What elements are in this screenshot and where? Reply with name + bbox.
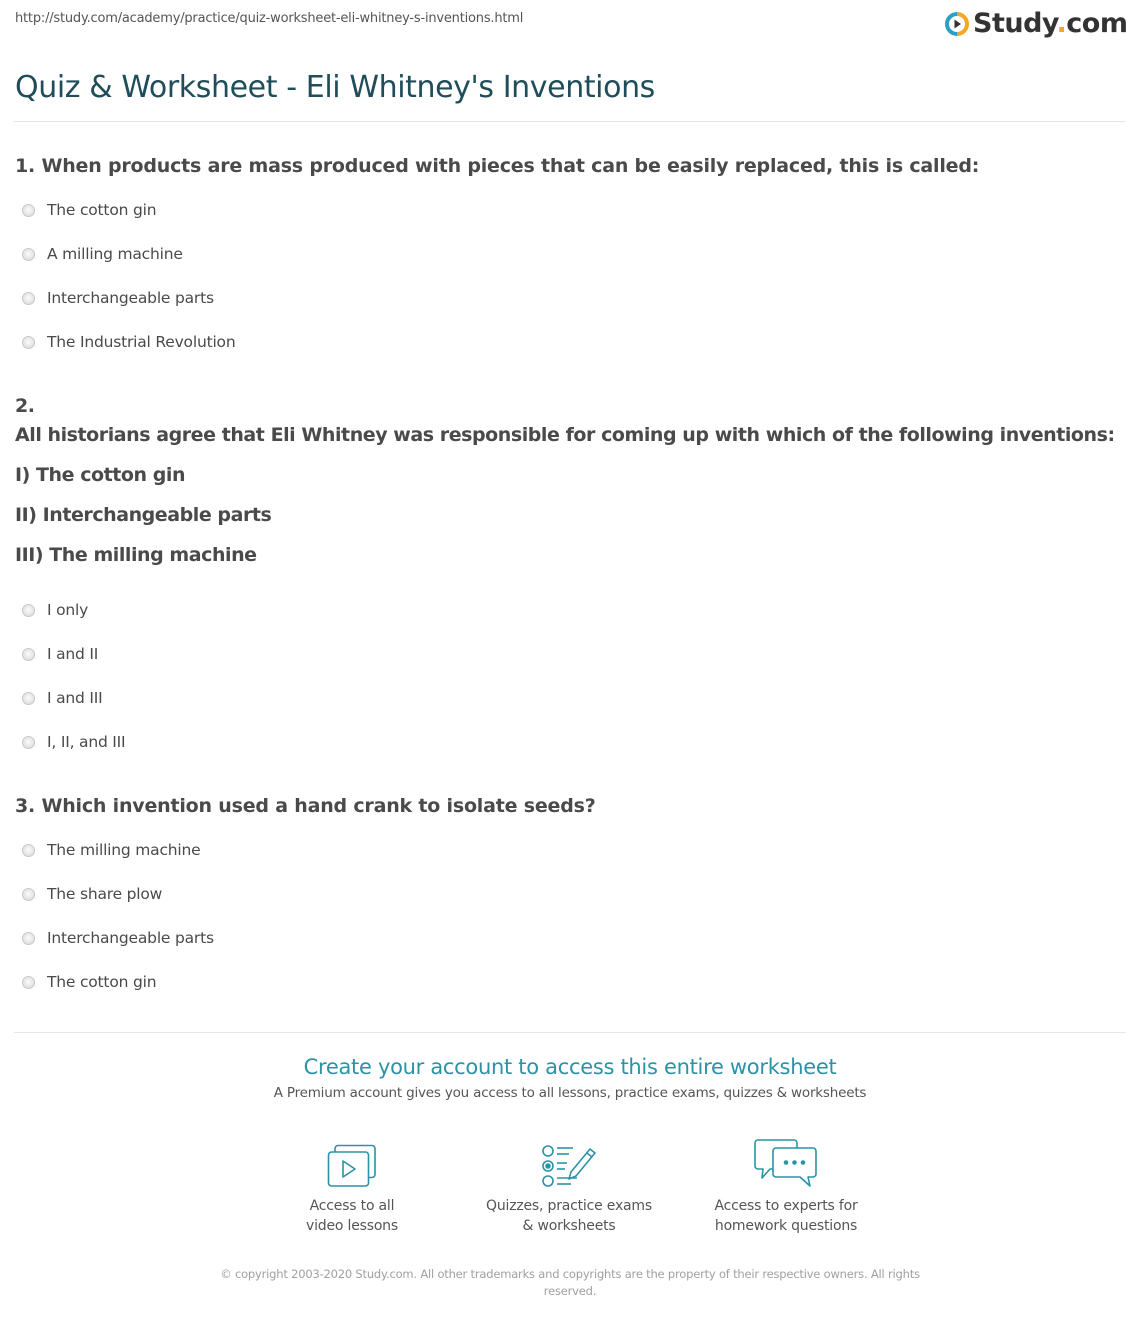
question-1-title: 1. When products are mass produced with pieces that can be easily replaced, this is called: bbox=[15, 155, 980, 177]
question-2-option[interactable] bbox=[22, 643, 98, 665]
page-url: http://study.com/academy/practice/quiz-worksheet-eli-whitney-s-inventions.html bbox=[15, 11, 524, 26]
option-label: Interchangeable parts bbox=[47, 289, 214, 307]
question-2-statement: II) Interchangeable parts bbox=[15, 504, 272, 526]
question-3-option[interactable] bbox=[22, 839, 200, 861]
question-1-option[interactable] bbox=[22, 243, 183, 265]
quiz-checklist-icon bbox=[541, 1144, 597, 1188]
option-label: The cotton gin bbox=[47, 201, 157, 219]
question-2-option[interactable] bbox=[22, 687, 103, 709]
radio-button[interactable] bbox=[22, 204, 35, 217]
option-label: The share plow bbox=[47, 885, 163, 903]
radio-button[interactable] bbox=[22, 976, 35, 989]
question-2-number: 2. bbox=[15, 395, 35, 417]
radio-button[interactable] bbox=[22, 692, 35, 705]
option-label: I, II, and III bbox=[47, 733, 126, 751]
question-3-option[interactable] bbox=[22, 927, 214, 949]
option-label: A milling machine bbox=[47, 245, 183, 263]
question-2-statement: I) The cotton gin bbox=[15, 464, 186, 486]
study-logo[interactable] bbox=[945, 8, 1128, 40]
question-3-option[interactable] bbox=[22, 883, 162, 905]
question-1-option[interactable] bbox=[22, 331, 235, 353]
play-circle-logo-icon bbox=[945, 12, 969, 36]
option-label: I only bbox=[47, 601, 89, 619]
question-1-option[interactable] bbox=[22, 287, 214, 309]
radio-button[interactable] bbox=[22, 736, 35, 749]
radio-button[interactable] bbox=[22, 604, 35, 617]
feature-text-line: Quizzes, practice exams bbox=[486, 1198, 652, 1214]
feature-text-line: Access to experts for bbox=[714, 1198, 858, 1214]
copyright-notice: © copyright 2003-2020 Study.com. All other trademarks and copyrights are the property of their respective owners. All rights reserved. bbox=[220, 1267, 920, 1298]
video-lessons-icon bbox=[327, 1144, 377, 1188]
divider bbox=[14, 1032, 1126, 1033]
logo-text-tld: com bbox=[1066, 8, 1128, 39]
option-label: The Industrial Revolution bbox=[47, 333, 236, 351]
radio-button[interactable] bbox=[22, 844, 35, 857]
radio-button[interactable] bbox=[22, 336, 35, 349]
feature-text-line: Access to all bbox=[309, 1198, 395, 1214]
option-label: The milling machine bbox=[47, 841, 201, 859]
radio-button[interactable] bbox=[22, 888, 35, 901]
chat-bubbles-icon bbox=[754, 1138, 818, 1188]
page-title: Quiz & Worksheet - Eli Whitney's Inventions bbox=[15, 70, 655, 105]
option-label: The cotton gin bbox=[47, 973, 157, 991]
feature-video-lessons bbox=[252, 1138, 452, 1236]
feature-experts bbox=[686, 1138, 886, 1236]
radio-button[interactable] bbox=[22, 932, 35, 945]
option-label: I and II bbox=[47, 645, 99, 663]
question-3-option[interactable] bbox=[22, 971, 156, 993]
question-2-option[interactable] bbox=[22, 731, 125, 753]
premium-description: A Premium account gives you access to all lessons, practice exams, quizzes & worksheets bbox=[273, 1085, 867, 1101]
option-label: I and III bbox=[47, 689, 103, 707]
logo-text-main: Study bbox=[973, 8, 1057, 39]
feature-text-line: & worksheets bbox=[522, 1218, 616, 1234]
option-label: Interchangeable parts bbox=[47, 929, 214, 947]
question-2-option[interactable] bbox=[22, 599, 88, 621]
feature-text-line: video lessons bbox=[306, 1218, 398, 1234]
radio-button[interactable] bbox=[22, 292, 35, 305]
logo-text-dot: . bbox=[1056, 8, 1067, 39]
question-3-title: 3. Which invention used a hand crank to isolate seeds? bbox=[15, 795, 596, 817]
question-1-option[interactable] bbox=[22, 199, 156, 221]
question-2-title: All historians agree that Eli Whitney was responsible for coming up with which of the following inventions: bbox=[15, 424, 1115, 446]
divider bbox=[14, 121, 1126, 122]
create-account-link[interactable]: Create your account to access this entire worksheet bbox=[303, 1055, 837, 1079]
radio-button[interactable] bbox=[22, 248, 35, 261]
logo-wordmark bbox=[973, 8, 1128, 40]
radio-button[interactable] bbox=[22, 648, 35, 661]
question-2-statement: III) The milling machine bbox=[15, 544, 257, 566]
feature-text-line: homework questions bbox=[714, 1218, 858, 1234]
feature-quizzes bbox=[469, 1138, 669, 1236]
